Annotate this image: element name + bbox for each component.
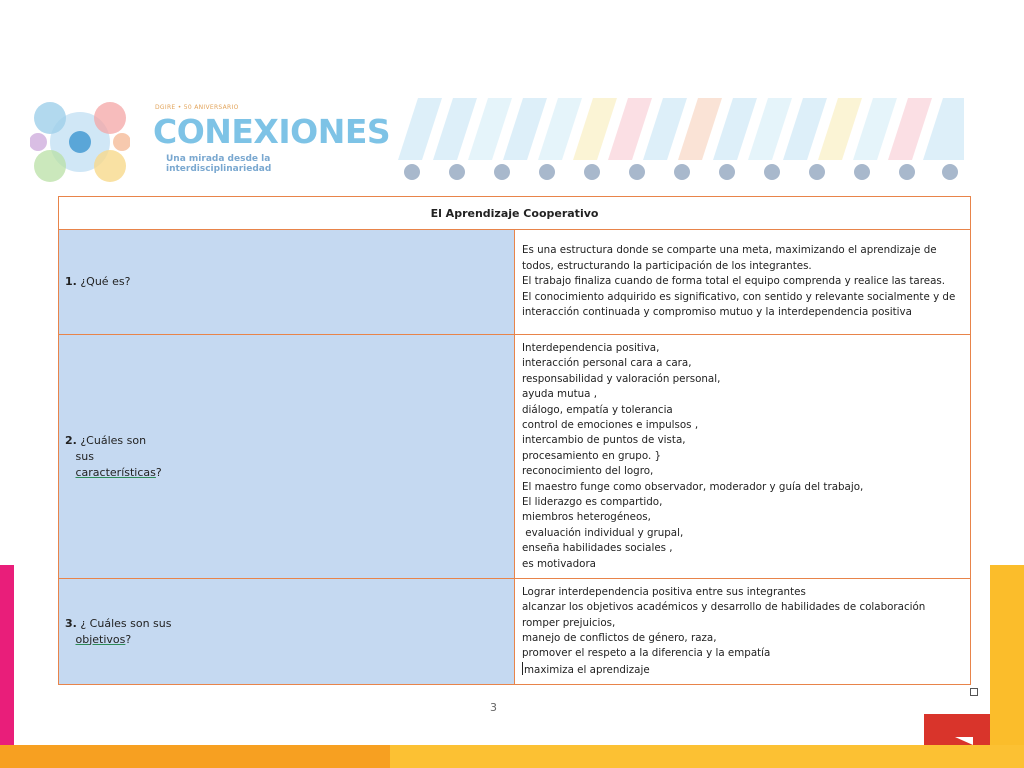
question-cell: 1. ¿Qué es? [59, 230, 515, 335]
answer-line: El trabajo finaliza cuando de forma total el equipo comprenda y realice las tareas. [522, 275, 946, 288]
answer-line: alcanzar los objetivos académicos y desarrollo de habilidades de colaboración [522, 601, 926, 614]
decorative-pink-bar [0, 565, 14, 768]
resize-handle[interactable] [970, 688, 978, 696]
answer-line: El maestro funge como observador, moderador y guía del trabajo, [522, 480, 864, 493]
question-text: ¿ Cuáles son sus [80, 616, 172, 630]
table-row [59, 230, 971, 335]
answer-line: es motivadora [522, 557, 596, 570]
decorative-yellow-bottom-bar [390, 745, 1024, 768]
table-row [59, 579, 971, 685]
answer-line: responsabilidad y valoración personal, [522, 372, 721, 385]
cooperative-learning-table [58, 196, 971, 685]
answer-line: miembros heterogéneos, [522, 511, 651, 524]
logo-mark-icon [30, 98, 130, 186]
answer-line: El conocimiento adquirido es significativo, con sentido y relevante socialmente y de interacción continuada y compromiso mutuo y la interdependencia positiva [522, 290, 956, 319]
question-cell: 3. ¿ Cuáles son sus objetivos? [59, 579, 515, 685]
answer-line: evaluación individual y grupal, [522, 526, 684, 539]
answer-line: enseña habilidades sociales , [522, 542, 673, 555]
answer-line: manejo de conflictos de género, raza, [522, 632, 717, 644]
answer-line: romper prejuicios, [522, 616, 616, 629]
table-row [59, 335, 971, 579]
answer-line: intercambio de puntos de vista, [522, 434, 686, 447]
answer-line: El liderazgo es compartido, [522, 496, 663, 509]
page-number: 3 [490, 701, 497, 714]
answer-line: diálogo, empatía y tolerancia [522, 403, 673, 416]
decorative-banner [398, 98, 964, 184]
question-cell: 2. ¿Cuáles son sus características? [59, 335, 515, 579]
decorative-yellow-bar [990, 565, 1024, 768]
answer-line: Lograr interdependencia positiva entre sus integrantes [522, 585, 806, 598]
conexiones-logo [30, 98, 391, 186]
answer-line: Interdependencia positiva, [522, 341, 660, 354]
question-text: ¿Qué es? [80, 275, 131, 288]
logo-tagline: Una mirada desde la interdisciplinariedad [166, 154, 272, 174]
answer-line: interacción personal cara a cara, [522, 357, 692, 370]
logo-wordmark: CONEXIONES [153, 112, 391, 151]
answer-line: ayuda mutua , [522, 388, 598, 401]
answer-cell[interactable] [515, 579, 971, 685]
answer-line: control de emociones e impulsos , [522, 418, 699, 431]
answer-cell[interactable] [515, 335, 971, 579]
answer-line: Es una estructura donde se comparte una meta, maximizando el aprendizaje de todos, estructurando la participación de los integrantes. [522, 244, 937, 272]
answer-line: promover el respeto a la diferencia y la empatía [522, 647, 771, 660]
decorative-notch [955, 737, 973, 745]
answer-line-with-caret[interactable]: maximiza el aprendizaje [524, 663, 650, 676]
logo-kicker: DGIRE • 50 ANIVERSARIO [155, 104, 239, 111]
answer-line: procesamiento en grupo. } [522, 449, 662, 462]
answer-line: reconocimiento del logro, [522, 465, 654, 478]
question-text: ¿Cuáles son [80, 433, 147, 447]
answer-cell[interactable] [515, 230, 971, 335]
text-caret [522, 662, 523, 675]
table-title: El Aprendizaje Cooperativo [59, 197, 971, 230]
